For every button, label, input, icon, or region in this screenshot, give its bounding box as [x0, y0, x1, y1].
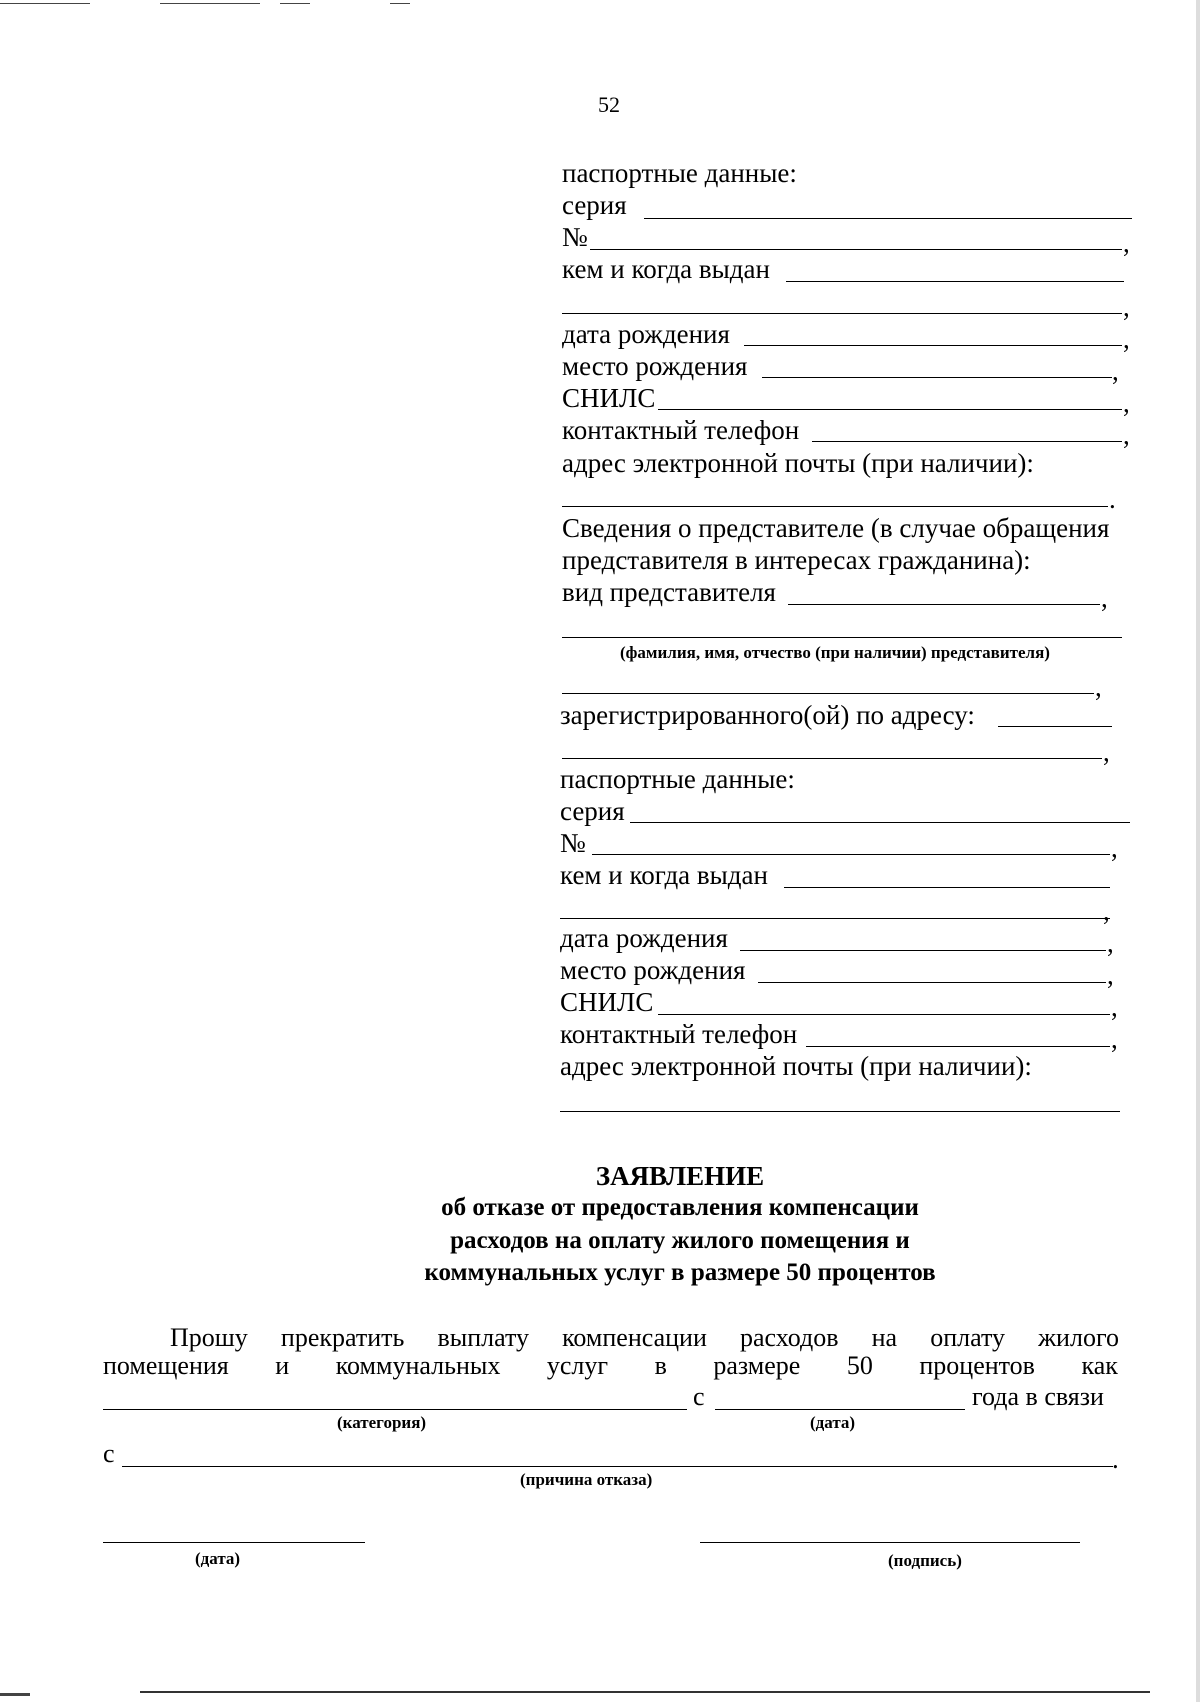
statement-subtitle-line-3: коммунальных услуг в размере 50 процентов: [424, 1259, 936, 1286]
word: размере: [713, 1351, 801, 1380]
citizen-phone-label: контактный телефон: [562, 415, 800, 445]
rep-birth-date-label: дата рождения: [560, 923, 728, 953]
period: .: [1109, 484, 1116, 514]
rep-snils-label: СНИЛС: [560, 987, 654, 1017]
sign-date-field[interactable]: [103, 1542, 365, 1543]
scan-artifact-top-1: [0, 3, 90, 4]
comma: ,: [1095, 672, 1102, 702]
scan-artifact-top-2: [160, 3, 260, 4]
citizen-birth-date-field[interactable]: [744, 345, 1122, 346]
rep-series-label: серия: [560, 796, 625, 826]
citizen-email-field[interactable]: [562, 506, 1108, 507]
comma: ,: [1103, 737, 1110, 767]
rep-registered-label: зарегистрированного(ой) по адресу:: [560, 700, 975, 730]
comma: ,: [1123, 324, 1130, 354]
citizen-birth-date-label: дата рождения: [562, 319, 730, 349]
scan-artifact-bottom-1: [0, 1693, 30, 1696]
reason-field[interactable]: [122, 1466, 1113, 1467]
statement-body-line-2: [103, 1351, 1118, 1381]
word: прекратить: [280, 1323, 405, 1352]
citizen-birth-place-field[interactable]: [762, 377, 1112, 378]
year-relation-text: года в связи: [972, 1382, 1104, 1411]
citizen-passport-header: паспортные данные:: [562, 158, 797, 188]
rep-birth-place-label: место рождения: [560, 955, 746, 985]
rep-section-line-2: представителя в интересах гражданина):: [562, 545, 1031, 575]
rep-number-field[interactable]: [592, 854, 1110, 855]
rep-phone-field[interactable]: [806, 1046, 1110, 1047]
rep-type-label: вид представителя: [562, 577, 776, 607]
rep-registered-field[interactable]: [998, 726, 1112, 727]
rep-series-field[interactable]: [630, 822, 1130, 823]
sign-date-caption: (дата): [195, 1549, 241, 1568]
comma: ,: [1123, 420, 1130, 450]
period: .: [1112, 1444, 1119, 1474]
word: как: [1081, 1351, 1118, 1380]
rep-issued-label: кем и когда выдан: [560, 860, 768, 890]
word: 50: [846, 1351, 873, 1380]
comma: ,: [1123, 228, 1130, 258]
category-caption: (категория): [337, 1413, 427, 1432]
category-field[interactable]: [103, 1409, 687, 1410]
word: коммунальных: [335, 1351, 501, 1380]
word: помещения: [103, 1351, 229, 1380]
rep-phone-label: контактный телефон: [560, 1019, 798, 1049]
rep-passport-header: паспортные данные:: [560, 764, 795, 794]
comma: ,: [1123, 388, 1130, 418]
rep-name-field[interactable]: [562, 637, 1122, 638]
rep-email-label: адрес электронной почты (при наличии):: [560, 1051, 1032, 1081]
comma: ,: [1101, 583, 1108, 613]
word: жилого: [1038, 1323, 1119, 1352]
with-word: с: [103, 1439, 115, 1468]
word: в: [654, 1351, 667, 1380]
rep-section-line-1: Сведения о представителе (в случае обращения: [562, 513, 1110, 543]
citizen-snils-field[interactable]: [658, 409, 1122, 410]
scan-artifact-bottom-2: [140, 1691, 1150, 1693]
comma: ,: [1107, 928, 1114, 958]
rep-snils-field[interactable]: [658, 1014, 1110, 1015]
rep-email-field[interactable]: [560, 1111, 1120, 1112]
citizen-snils-label: СНИЛС: [562, 383, 656, 413]
word: расходов: [740, 1323, 839, 1352]
signature-field[interactable]: [700, 1542, 1080, 1543]
comma: ,: [1111, 1024, 1118, 1054]
citizen-email-label: адрес электронной почты (при наличии):: [562, 448, 1034, 478]
comma: ,: [1112, 356, 1119, 386]
rep-birth-place-field[interactable]: [758, 982, 1106, 983]
comma: ,: [1107, 960, 1114, 990]
statement-title: ЗАЯВЛЕНИЕ: [595, 1161, 765, 1191]
comma: ,: [1103, 896, 1110, 926]
citizen-issued-field[interactable]: [786, 281, 1124, 282]
statement-subtitle-line-1: об отказе от предоставления компенсации: [441, 1194, 919, 1221]
rep-issued-field-cont[interactable]: [560, 918, 1110, 919]
rep-birth-date-field[interactable]: [740, 950, 1106, 951]
reason-caption: (причина отказа): [520, 1470, 653, 1489]
word: выплату: [437, 1323, 529, 1352]
rep-name-field-cont[interactable]: [562, 693, 1094, 694]
citizen-number-field[interactable]: [590, 249, 1122, 250]
word: компенсации: [562, 1323, 707, 1352]
statement-subtitle-line-2: расходов на оплату жилого помещения и: [450, 1227, 910, 1254]
word: процентов: [919, 1351, 1035, 1380]
date-caption: (дата): [810, 1413, 856, 1432]
start-date-field[interactable]: [715, 1409, 965, 1410]
word: услуг: [546, 1351, 609, 1380]
word: Прошу: [170, 1323, 248, 1352]
comma: ,: [1123, 292, 1130, 322]
signature-caption: (подпись): [888, 1551, 962, 1570]
rep-number-label: №: [560, 828, 586, 858]
scan-artifact-top-3: [280, 3, 310, 4]
citizen-series-label: серия: [562, 190, 627, 220]
word: оплату: [930, 1323, 1005, 1352]
citizen-series-field[interactable]: [644, 218, 1132, 219]
word: и: [275, 1351, 290, 1380]
citizen-issued-label: кем и когда выдан: [562, 254, 770, 284]
rep-type-field[interactable]: [788, 604, 1100, 605]
rep-name-caption: (фамилия, имя, отчество (при наличии) представителя): [620, 643, 1050, 662]
page-number: 52: [598, 92, 620, 117]
scan-right-edge: [1196, 0, 1200, 1702]
comma: ,: [1111, 992, 1118, 1022]
word: на: [871, 1323, 898, 1352]
from-word: с: [693, 1382, 705, 1411]
citizen-phone-field[interactable]: [812, 441, 1122, 442]
citizen-birth-place-label: место рождения: [562, 351, 748, 381]
citizen-number-label: №: [562, 222, 588, 252]
rep-issued-field[interactable]: [784, 887, 1110, 888]
comma: ,: [1111, 833, 1118, 863]
scan-artifact-top-4: [390, 3, 410, 4]
statement-body-line-1: [170, 1323, 1119, 1353]
rep-registered-field-cont[interactable]: [562, 758, 1102, 759]
citizen-issued-field-cont[interactable]: [562, 313, 1122, 314]
